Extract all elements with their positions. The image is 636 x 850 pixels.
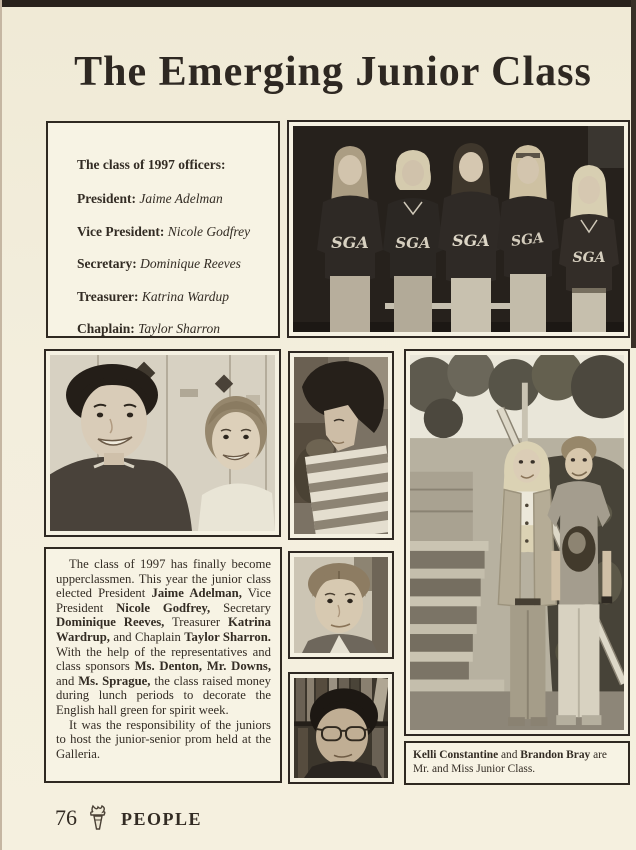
- photo-portrait-student: [288, 551, 394, 659]
- photo-glasses-student: [288, 672, 394, 784]
- photo-locker-pair: [44, 349, 281, 537]
- officer-role: Treasurer:: [77, 288, 139, 304]
- portrait-student-illustration: [294, 557, 388, 653]
- officers-list: [77, 191, 264, 337]
- sga-shirt-text: SGA: [452, 231, 490, 250]
- sga-shirt-text: SGA: [331, 233, 369, 252]
- scan-edge-left: [0, 0, 2, 850]
- officers-box: [46, 121, 280, 338]
- officer-line: [77, 224, 264, 240]
- officers-heading: The class of 1997 officers:: [77, 157, 226, 172]
- officer-line: [77, 321, 264, 337]
- photo-mr-miss-junior: [404, 349, 630, 736]
- article-box: [44, 547, 282, 783]
- officer-role: President:: [77, 191, 136, 206]
- section-label: PEOPLE: [121, 809, 203, 829]
- officer-line: [77, 289, 264, 305]
- glasses-student-illustration: [294, 678, 388, 778]
- sga-shirt-text: SGA: [395, 234, 431, 252]
- torch-icon: [89, 803, 107, 831]
- photo-striped-shirt-student: [288, 351, 394, 540]
- locker-pair-illustration: [50, 355, 275, 531]
- officer-role: Chaplain:: [77, 321, 135, 336]
- scan-edge-top: [0, 0, 636, 7]
- officer-line: [77, 256, 264, 272]
- officer-name: Nicole Godfrey: [164, 223, 251, 239]
- scan-edge-right: [631, 0, 636, 348]
- officer-name: Jaime Adelman: [136, 191, 223, 206]
- page-number: 76: [55, 805, 77, 830]
- officer-role: Vice President:: [77, 223, 165, 239]
- officer-name: Taylor Sharron: [134, 321, 221, 336]
- officer-name: Dominique Reeves: [136, 256, 241, 271]
- sga-shirt-text: SGA: [510, 230, 545, 250]
- officer-line: [77, 191, 264, 207]
- article-paragraph-1: The class of 1997 has finally become upperclassmen. This year the junior class elected President Jaime Adelman, Vice President Nicole Godfrey, Secretary Dominique Reeves, Treasurer Katrina Wardrup, and Chaplain Taylor Sharron. With the help of the representatives and class sponsors Ms. Denton, Mr. Downs, and Ms. Sprague, the class raised money during lunch periods to decorate the English hall green for spirit week.: [56, 557, 272, 717]
- photo-caption: Kelli Constantine and Brandon Bray are Mr. and Miss Junior Class.: [413, 749, 607, 775]
- sga-shirt-text: SGA: [572, 250, 606, 266]
- sga-group-illustration: [293, 126, 624, 332]
- photo-caption-box: [404, 741, 630, 785]
- page-footer: [55, 803, 202, 831]
- striped-student-illustration: [294, 357, 388, 534]
- officer-role: Secretary:: [77, 256, 137, 271]
- article-paragraph-2: It was the responsibility of the juniors to host the junior-senior prom held at the Galleria.: [56, 717, 271, 761]
- officer-name: Katrina Wardup: [138, 288, 230, 304]
- page-title: The Emerging Junior Class: [74, 49, 592, 95]
- mr-miss-junior-illustration: [410, 355, 624, 730]
- photo-sga-group: [287, 120, 630, 338]
